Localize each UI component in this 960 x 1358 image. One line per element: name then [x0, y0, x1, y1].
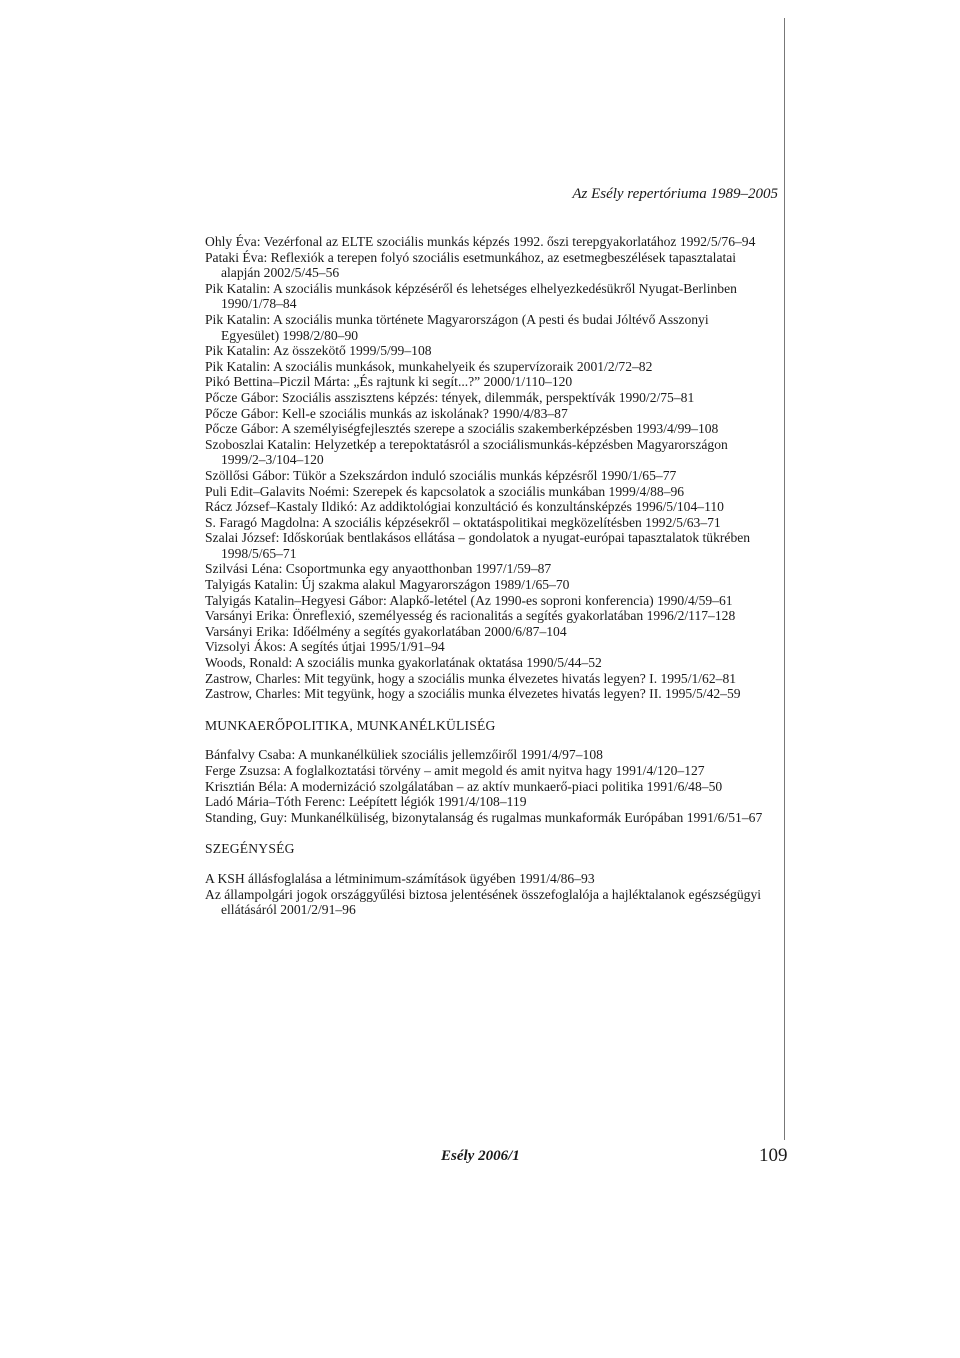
- bibliography-entry: Pik Katalin: Az összekötő 1999/5/99–108: [205, 343, 432, 359]
- bibliography-entry: Bánfalvy Csaba: A munkanélküliek szociális jellemzőiről 1991/4/97–108: [205, 747, 603, 763]
- bibliography-entry: Pőcze Gábor: Szociális asszisztens képzés: tények, dilemmák, perspektívák 1990/2/75–81: [205, 389, 695, 405]
- bibliography-entry: Szilvási Léna: Csoportmunka egy anyaotthonban 1997/1/59–87: [205, 561, 552, 577]
- running-header: Az Esély repertóriuma 1989–2005: [572, 186, 778, 202]
- bibliography-entry: Varsányi Erika: Időélmény a segítés gyakorlatában 2000/6/87–104: [205, 623, 567, 639]
- bibliography-entry: Szöllősi Gábor: Tükör a Szekszárdon induló szociális munkás képzésről 1990/1/65–77: [205, 467, 677, 483]
- bibliography-entry: Woods, Ronald: A szociális munka gyakorlatának oktatása 1990/5/44–52: [205, 655, 602, 671]
- bibliography-entry: Szoboszlai Katalin: Helyzetkép a terepoktatásról a szociálismunkás-képzésben Magyarországon 1999/2–3/104–120: [205, 436, 728, 468]
- bibliography-entry: Ladó Mária–Tóth Ferenc: Leépített légiók 1991/4/108–119: [205, 794, 527, 810]
- bibliography-entry: A KSH állásfoglalása a létminimum-számítások ügyében 1991/4/86–93: [205, 870, 595, 886]
- bibliography-entry: Talyigás Katalin–Hegyesi Gábor: Alapkő-letétel (Az 1990-es soproni konferencia) 1990/4/59–61: [205, 592, 733, 608]
- bibliography-entry: Rácz József–Kastaly Ildikó: Az addiktológiai konzultáció és konzultánsképzés 1996/5/104–110: [205, 499, 724, 515]
- bibliography-entry: Pataki Éva: Reflexiók a terepen folyó szociális esetmunkához, az esetmegbeszélések tapasztalatai alapján 2002/5/45–56: [205, 249, 737, 281]
- bibliography-entry: Vizsolyi Ákos: A segítés útjai 1995/1/91–94: [205, 639, 445, 655]
- entry-list-munkaeropolitika: [205, 747, 765, 825]
- bibliography-body: [205, 234, 765, 918]
- bibliography-entry: Pik Katalin: A szociális munka története Magyarországon (A pesti és budai Jóltévő Asszonyi Egyesület) 1998/2/80–90: [205, 311, 709, 343]
- bibliography-entry: Zastrow, Charles: Mit tegyünk, hogy a szociális munka élvezetes hivatás legyen? II. 1995/5/42–59: [205, 686, 741, 702]
- entry-list-szegenyseg: [205, 871, 765, 918]
- bibliography-entry: Az állampolgári jogok országgyűlési biztosa jelentésének összefoglalója a hajléktalanok egészségügyi ellátásáról 2001/2/91–96: [205, 886, 762, 918]
- bibliography-entry: Standing, Guy: Munkanélküliség, bizonytalanság és rugalmas munkaformák Európában 1991/6/51–67: [205, 809, 763, 825]
- section-title-munkaeropolitika: MUNKAERŐPOLITIKA, MUNKANÉLKÜLISÉG: [205, 717, 496, 733]
- bibliography-entry: Puli Edit–Galavits Noémi: Szerepek és kapcsolatok a szociális munkában 1999/4/88–96: [205, 483, 685, 499]
- bibliography-entry: Pőcze Gábor: Kell-e szociális munkás az iskolának? 1990/4/83–87: [205, 405, 568, 421]
- bibliography-entry: Varsányi Erika: Önreflexió, személyesség és racionalitás a segítés gyakorlatában 1996/2/117–128: [205, 608, 736, 624]
- bibliography-entry: Ferge Zsuzsa: A foglalkoztatási törvény – amit megold és amit nyitva hagy 1991/4/120–127: [205, 763, 705, 778]
- bibliography-entry: Pik Katalin: A szociális munkások képzéséről és lehetséges elhelyezkedésükről Nyugat-Berlinben 1990/1/78–84: [205, 280, 737, 312]
- bibliography-entry: Pik Katalin: A szociális munkások, munkahelyeik és szupervízoraik 2001/2/72–82: [205, 358, 653, 374]
- page-number: 109: [759, 1145, 788, 1166]
- bibliography-entry: Zastrow, Charles: Mit tegyünk, hogy a szociális munka élvezetes hivatás legyen? I. 1995/1/62–81: [205, 670, 737, 686]
- entry-list-top: [205, 234, 765, 702]
- footer-journal: Esély 2006/1: [441, 1148, 520, 1164]
- bibliography-entry: Ohly Éva: Vezérfonal az ELTE szociális munkás képzés 1992. őszi terepgyakorlatához 1992/5/76–94: [205, 234, 756, 249]
- bibliography-entry: Pőcze Gábor: A személyiségfejlesztés szerepe a szociális szakemberképzésben 1993/4/99–108: [205, 421, 719, 437]
- bibliography-entry: Krisztián Béla: A modernizáció szolgálatában – az aktív munkaerő-piaci politika 1991/6/48–50: [205, 778, 723, 794]
- bibliography-entry: Pikó Bettina–Piczil Márta: „És rajtunk ki segít...?” 2000/1/110–120: [205, 374, 573, 390]
- bibliography-entry: S. Faragó Magdolna: A szociális képzésekről – oktatáspolitikai megközelítésben 1992/5/63–71: [205, 514, 721, 530]
- section-title-szegenyseg: SZEGÉNYSÉG: [205, 841, 295, 857]
- bibliography-entry: Talyigás Katalin: Új szakma alakul Magyarországon 1989/1/65–70: [205, 577, 570, 593]
- margin-rule: [784, 18, 785, 1140]
- bibliography-entry: Szalai József: Időskorúak bentlakásos ellátása – gondolatok a nyugat-európai tapasztalatok tükrében 1998/5/65–71: [205, 530, 751, 561]
